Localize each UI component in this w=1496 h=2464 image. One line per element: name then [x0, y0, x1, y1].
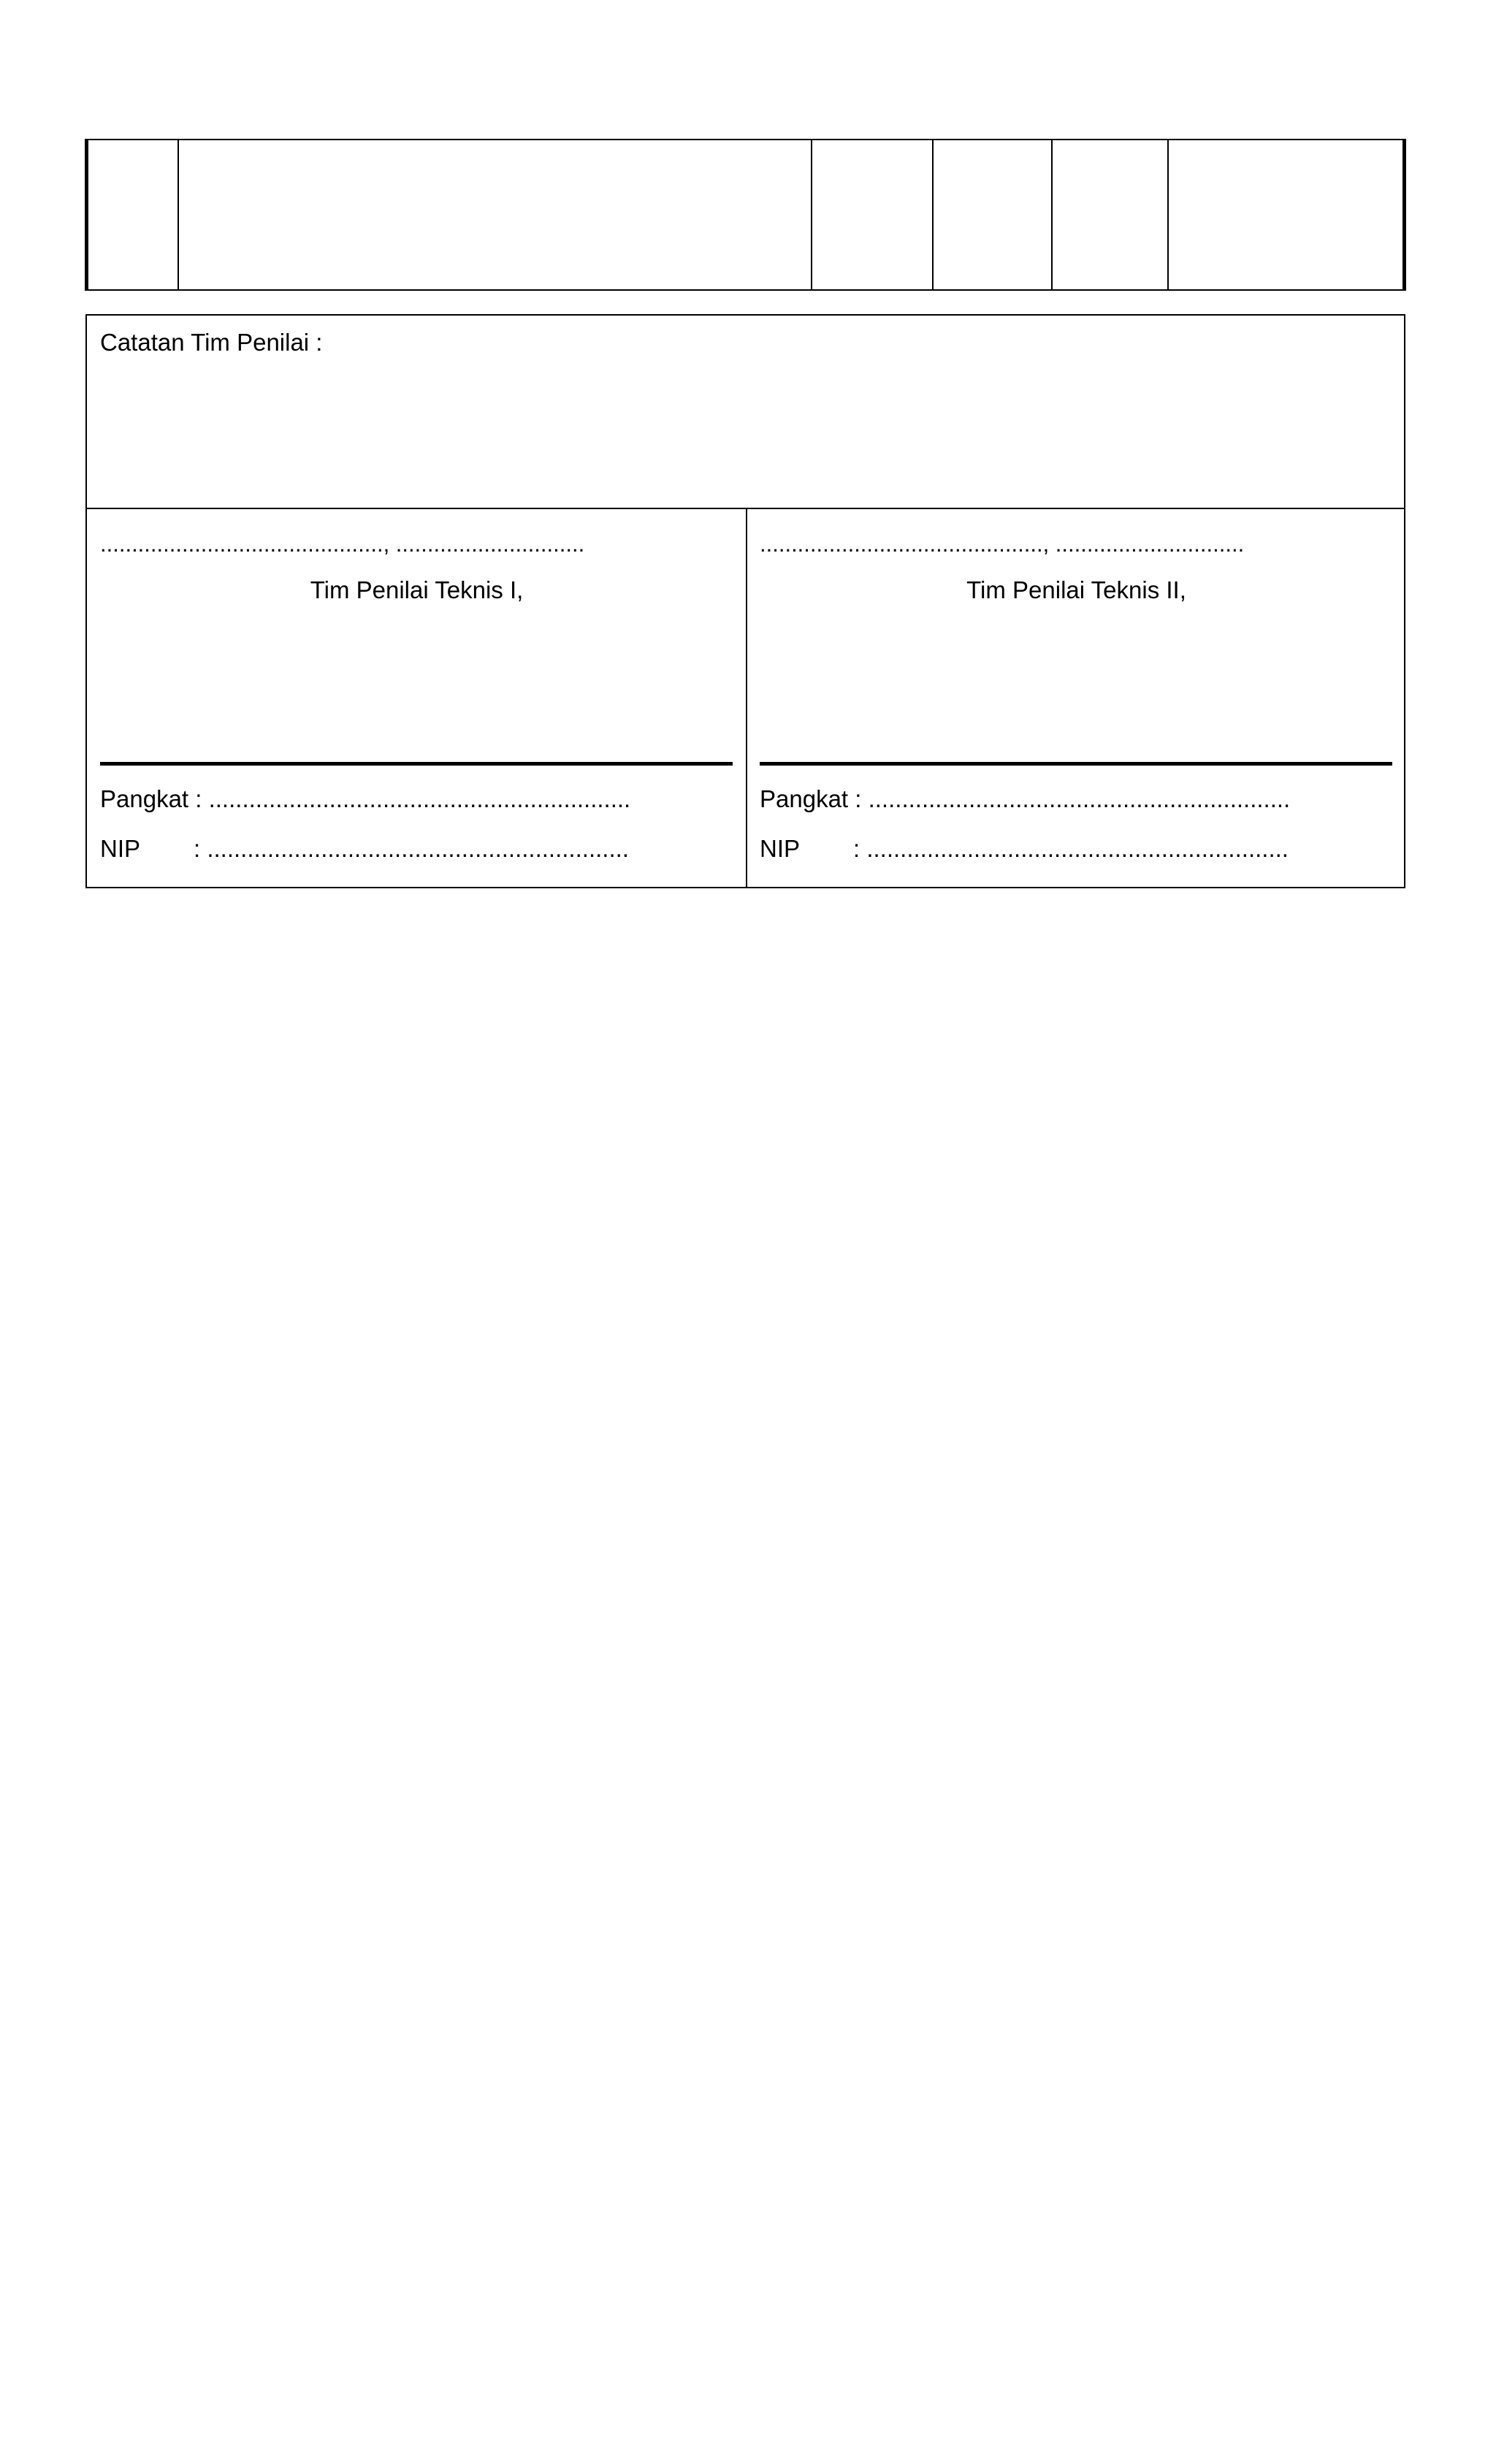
- table-column-divider: [178, 140, 179, 289]
- notes-box: [85, 314, 1405, 508]
- nip-field: [100, 835, 629, 863]
- nip-field: [760, 835, 1289, 863]
- table-column-divider: [1167, 140, 1169, 289]
- nip-value: : ...............................................................: [194, 835, 629, 862]
- signature-area: [85, 508, 1405, 888]
- signature-block-2: [747, 509, 1406, 887]
- nip-label: NIP: [760, 835, 801, 862]
- empty-table-row: [85, 139, 1406, 291]
- nip-label: NIP: [100, 835, 141, 862]
- signature-block-1: [87, 509, 747, 887]
- place-date-field: ............................................., ..............................: [100, 531, 585, 557]
- table-column-divider: [811, 140, 812, 289]
- place-date-field: ............................................., ..............................: [760, 531, 1245, 557]
- signer-title: Tim Penilai Teknis II,: [966, 576, 1186, 603]
- table-column-divider: [932, 140, 934, 289]
- table-column-divider: [1051, 140, 1053, 289]
- notes-label: Catatan Tim Penilai :: [100, 329, 323, 356]
- nip-value: : ...............................................................: [853, 835, 1289, 862]
- signature-line: [100, 762, 733, 766]
- signature-line: [760, 762, 1392, 766]
- rank-field: Pangkat : ...............................................................: [760, 785, 1291, 812]
- signer-title: Tim Penilai Teknis I,: [310, 576, 524, 603]
- rank-field: Pangkat : ...............................................................: [100, 785, 631, 812]
